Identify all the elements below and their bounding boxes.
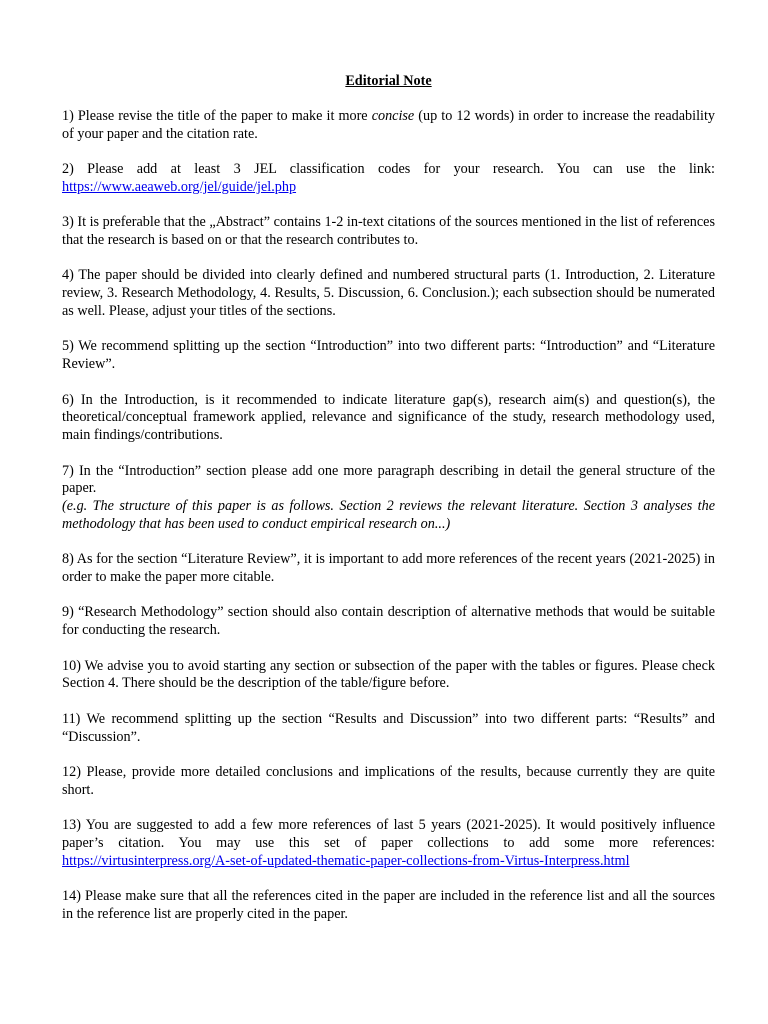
note-item-8: [62, 551, 715, 587]
note-text: 3) It is preferable that the „Abstract” contains 1-2 in-text citations of the sources mentioned in the list of references that the research is based on or that the research contributes to.: [62, 214, 715, 248]
structure-example-text: (e.g. The structure of this paper is as follows. Section 2 reviews the relevant literature. Section 3 analyses the methodology that has been used to conduct empirical research on...): [62, 498, 715, 532]
note-text: 13) You are suggested to add a few more references of last 5 years (2021-2025). It would positively influence paper’s citation. You may use this set of paper collections to add some more references:: [62, 817, 715, 852]
page-title: Editorial Note: [345, 73, 432, 89]
note-item-11: [62, 711, 715, 747]
note-text: 6) In the Introduction, is it recommended to indicate literature gap(s), research aim(s) and question(s), the theoretical/conceptual framework applied, relevance and significance of the study, research methodology used, main findings/contributions.: [62, 391, 715, 444]
note-text: 2) Please add at least 3 JEL classification codes for your research. You can use the link:: [62, 160, 715, 177]
note-text: 7) In the “Introduction” section please add one more paragraph describing in detail the general structure of the paper.: [62, 462, 715, 497]
note-item-14: [62, 888, 715, 924]
note-text: 8) As for the section “Literature Review”, it is important to add more references of the recent years (2021-2025) in order to make the paper more citable.: [62, 551, 715, 586]
note-item-9: [62, 604, 715, 640]
note-text-continued: (up to 12 words) in order to increase the readability of your paper and the citation rate.: [62, 107, 715, 142]
note-item-4: [62, 267, 715, 320]
note-text: 4) The paper should be divided into clearly defined and numbered structural parts (1. Introduction, 2. Literature review, 3. Research Methodology, 4. Results, 5. Discussion, 6. Conclusion.); each subsection should be numerated as well. Please, adjust your titles of the sections.: [62, 267, 715, 319]
note-item-6: [62, 392, 715, 445]
jel-guide-link[interactable]: https://www.aeaweb.org/jel/guide/jel.php: [62, 178, 297, 195]
note-item-10: [62, 658, 715, 694]
note-item-1: [62, 108, 715, 144]
virtus-collections-link[interactable]: https://virtusinterpress.org/A-set-of-updated-thematic-paper-collections-from-Virtus-Interpress.html: [62, 852, 630, 869]
emphasis-text: concise: [371, 107, 415, 124]
note-text: 11) We recommend splitting up the section “Results and Discussion” into two different parts: “Results” and “Discussion”.: [62, 710, 715, 745]
note-item-3: [62, 214, 715, 250]
note-text: 12) Please, provide more detailed conclusions and implications of the results, because currently they are quite short.: [62, 764, 715, 798]
note-item-12: [62, 764, 715, 800]
note-text: 9) “Research Methodology” section should also contain description of alternative methods that would be suitable for conducting the research.: [62, 604, 715, 639]
note-text: 10) We advise you to avoid starting any section or subsection of the paper with the tables or figures. Please check Section 4. There should be the description of the table/figure before.: [62, 657, 715, 692]
note-item-7: [62, 463, 715, 534]
note-item-5: [62, 338, 715, 374]
note-item-13: [62, 817, 715, 870]
note-text: 1) Please revise the title of the paper to make it more: [62, 107, 372, 124]
note-item-2: [62, 161, 715, 197]
note-text: 14) Please make sure that all the references cited in the paper are included in the reference list and all the sources in the reference list are properly cited in the paper.: [62, 888, 715, 923]
note-text: 5) We recommend splitting up the section “Introduction” into two different parts: “Introduction” and “Literature Review”.: [62, 338, 715, 373]
